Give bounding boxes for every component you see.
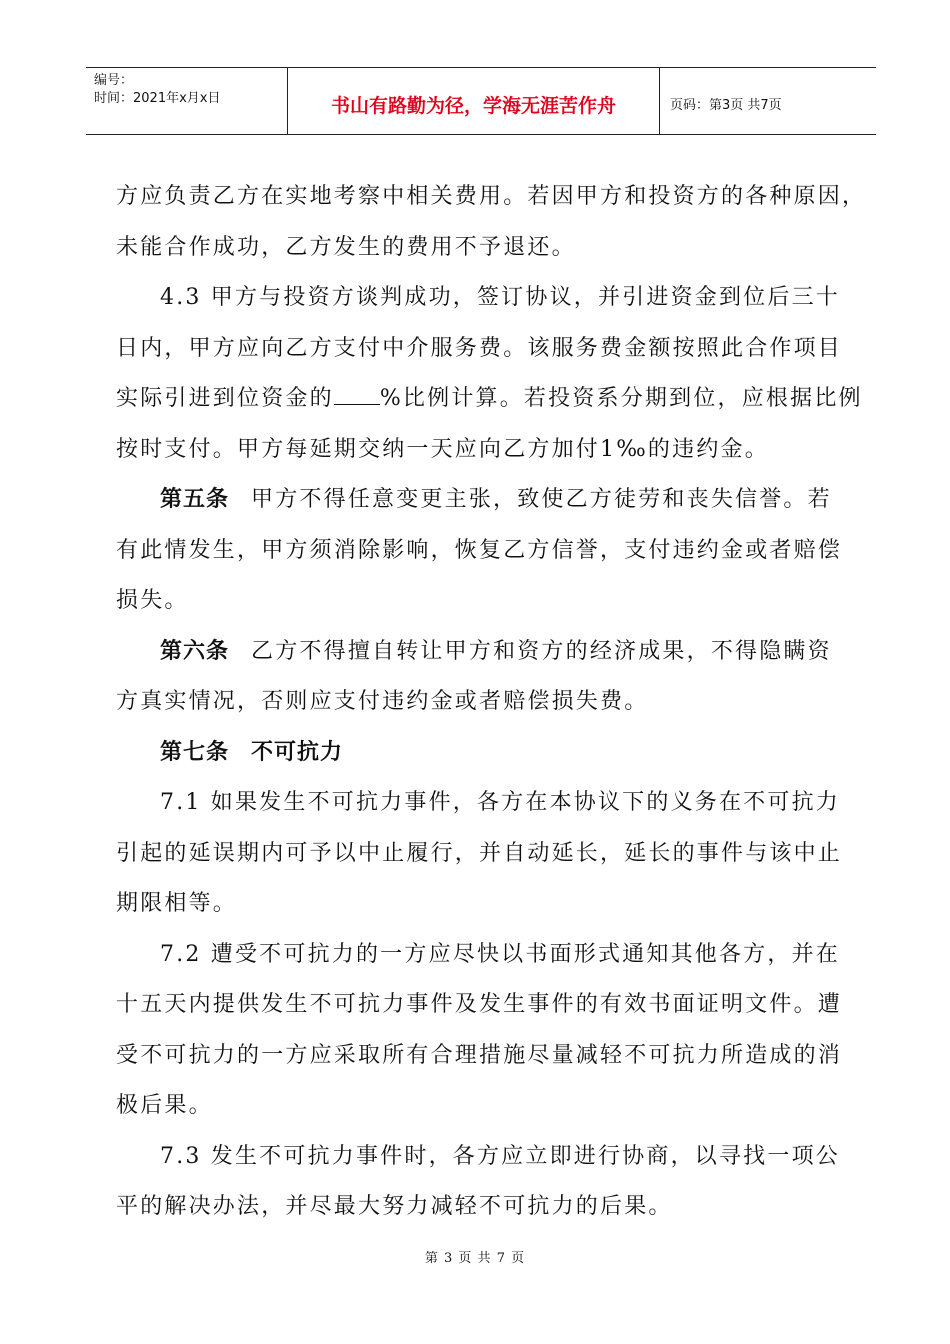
document-body: [116, 172, 867, 1233]
article-7-heading: [116, 728, 856, 779]
clause-7-3: 7.3 发生不可抗力事件时，各方应立即进行协商，以寻找一项公: [160, 1143, 840, 1169]
body-text: 甲方不得任意变更主张，致使乙方徒劳和丧失信誉。若: [251, 487, 832, 512]
body-line: 方真实情况，否则应支付违约金或者赔偿损失费。: [116, 689, 649, 714]
body-line: 损失。: [116, 588, 189, 613]
clause-4-3: 4.3 甲方与投资方谈判成功，签订协议，并引进资金到位后三十: [160, 285, 840, 310]
body-line: 引起的延误期内可予以中止履行，并自动延长，延长的事件与该中止: [116, 840, 843, 866]
body-text: 实际引进到位资金的: [116, 386, 334, 411]
body-line: [116, 374, 863, 425]
body-line: 方应负责乙方在实地考察中相关费用。若因甲方和投资方的各种原因，: [116, 184, 867, 209]
page-header: [86, 67, 876, 135]
document-time-label: 时间：2021年x月x日: [94, 91, 221, 106]
body-text: %比例计算。若投资系分期到位，应根据比例: [379, 386, 863, 411]
fill-in-blank[interactable]: [334, 384, 380, 405]
document-number-label: 编号：: [94, 73, 134, 88]
clause-7-1: 7.1 如果发生不可抗力事件，各方在本协议下的义务在不可抗力: [160, 790, 840, 815]
body-text: 乙方不得擅自转让甲方和资方的经济成果，不得隐瞒资: [251, 638, 832, 664]
clause-7-2: 7.2 遭受不可抗力的一方应尽快以书面形式通知其他各方，并在: [160, 941, 840, 967]
body-line: 十五天内提供发生不可抗力事件及发生事件的有效书面证明文件。遭: [116, 992, 843, 1017]
body-line: 期限相等。: [116, 891, 238, 916]
header-meta: [86, 68, 287, 134]
body-line: 极后果。: [116, 1093, 213, 1118]
page-footer: 第 3 页 共 7 页: [424, 1251, 526, 1266]
body-line: 按时支付。甲方每延期交纳一天应向乙方加付1‰的违约金。: [116, 436, 769, 462]
body-line: 有此情发生，甲方须消除影响，恢复乙方信誉，支付违约金或者赔偿: [116, 537, 843, 563]
article-6: [116, 627, 856, 678]
header-slogan: 书山有路勤为径，学海无涯苦作舟: [287, 68, 660, 134]
article-title: 第七条: [160, 739, 230, 765]
article-title: 第六条: [160, 638, 230, 664]
header-page-info: 页码：第3页 共7页: [670, 97, 782, 113]
body-line: 未能合作成功，乙方发生的费用不予退还。: [116, 234, 576, 260]
article-5: [116, 475, 856, 526]
article-heading: 不可抗力: [251, 739, 344, 765]
body-line: 受不可抗力的一方应采取所有合理措施尽量减轻不可抗力所造成的消: [116, 1042, 843, 1068]
article-title: 第五条: [160, 487, 230, 512]
body-line: 平的解决办法，并尽最大努力减轻不可抗力的后果。: [116, 1194, 673, 1219]
body-line: 日内，甲方应向乙方支付中介服务费。该服务费金额按照此合作项目: [116, 335, 843, 361]
